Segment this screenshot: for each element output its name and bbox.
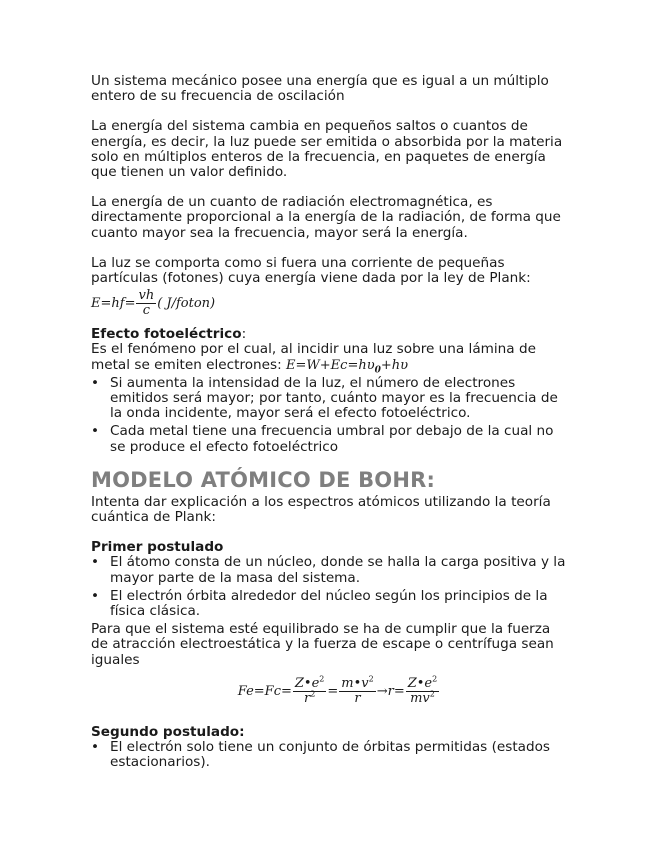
section-title-bohr: MODELO ATÓMICO DE BOHR: <box>91 467 436 492</box>
formula-plank <box>91 286 571 320</box>
photoelectric-heading: Efecto fotoeléctrico <box>91 326 242 343</box>
photoelectric-intro <box>91 341 571 376</box>
formula-photoelectric <box>286 357 409 376</box>
bullet-glyph: • <box>91 423 100 440</box>
photoelectric-heading-colon: : <box>241 326 247 343</box>
formula-plank-fraction <box>136 289 156 318</box>
document-page <box>91 74 571 774</box>
formula-photoelectric-main: E=W+Ec=hυ <box>286 357 375 373</box>
list-item <box>91 740 571 770</box>
postulado1-after: Para que el sistema esté equilibrado se ha de cumplir que la fuerza de atracción electroestática y la fuerza de escape o centrífuga sean iguales <box>91 621 554 668</box>
bullet-glyph: • <box>91 374 100 391</box>
photoelectric-intro-text: Es el fenómeno por el cual, al incidir una luz sobre una lámina de metal se emiten electrones: <box>91 341 536 373</box>
formula-bohr <box>91 672 571 712</box>
list-item <box>91 376 571 422</box>
formula-plank-unit: ( J/foton) <box>157 295 216 311</box>
formula-bohr-f1-num-exp: 2 <box>319 675 325 685</box>
paragraph-energy-quanta: La energía del sistema cambia en pequeños saltos o cuantos de energía, es decir, la luz puede ser emitida o absorbida por la materia solo en múltiplos enteros de la frecuencia, en paquetes de energía que tienen un valor definido. <box>91 118 563 181</box>
formula-photoelectric-tail: +hυ <box>380 357 409 373</box>
formula-bohr-lhs: Fe=Fc= <box>237 684 292 700</box>
postulado1-heading: Primer postulado <box>91 539 224 556</box>
formula-plank-numerator: vh <box>138 287 155 303</box>
formula-plank-lhs: E=hf= <box>91 295 136 311</box>
paragraph-planck-hypothesis: Un sistema mecánico posee una energía que es igual a un múltiplo entero de su frecuencia de oscilación <box>91 73 549 105</box>
photoelectric-bullet-list <box>91 376 571 455</box>
postulado1-bullet-list <box>91 555 571 619</box>
list-item <box>91 555 571 585</box>
formula-bohr-f3-den-text: mv <box>410 691 430 707</box>
postulado2-heading: Segundo postulado: <box>91 723 245 740</box>
formula-bohr-f1-denominator <box>302 692 317 706</box>
formula-bohr-f2-num-exp: 2 <box>368 675 374 685</box>
formula-photoelectric-sub: 0 <box>374 365 381 376</box>
bullet-glyph: • <box>91 739 100 756</box>
formula-bohr-fraction-1 <box>293 677 327 706</box>
list-item-text: El electrón solo tiene un conjunto de órbitas permitidas (estados estacionarios). <box>110 739 551 771</box>
formula-bohr-f2-numerator <box>339 677 375 692</box>
formula-bohr-f3-num-exp: 2 <box>432 675 438 685</box>
formula-bohr-f1-den-text: r <box>303 691 311 707</box>
formula-bohr-f3-denominator <box>408 692 437 706</box>
paragraph-radiation-energy: La energía de un cuanto de radiación electromagnética, es directamente proporcional a la energía de la radiación, de forma que cuanto mayor sea la frecuencia, mayor será la energía. <box>91 194 561 241</box>
formula-bohr-fraction-2 <box>339 677 375 706</box>
formula-bohr-arrow: →r= <box>376 684 405 700</box>
formula-plank-denominator: c <box>142 302 150 318</box>
list-item-text: Cada metal tiene una frecuencia umbral por debajo de la cual no se produce el efecto fotoeléctrico <box>110 423 554 455</box>
formula-bohr-f1-den-exp: 2 <box>310 690 316 700</box>
formula-bohr-f3-den-exp: 2 <box>429 690 435 700</box>
bullet-glyph: • <box>91 554 100 571</box>
formula-bohr-fraction-3 <box>406 677 440 706</box>
list-item-text: El átomo consta de un núcleo, donde se halla la carga positiva y la mayor parte de la masa del sistema. <box>110 554 566 586</box>
formula-bohr-f1-num-text: Z•e <box>294 676 320 692</box>
formula-bohr-f3-num-text: Z•e <box>407 676 433 692</box>
list-item <box>91 589 571 619</box>
formula-bohr-equals: = <box>327 684 339 700</box>
list-item <box>91 424 571 454</box>
bullet-glyph: • <box>91 587 100 604</box>
formula-bohr-f2-denominator: r <box>354 691 361 707</box>
list-item-text: Si aumenta la intensidad de la luz, el número de electrones emitidos será mayor; por tanto, cuánto mayor es la frecuencia de la onda incidente, mayor será el efecto fotoeléctrico. <box>110 374 558 422</box>
photoelectric-heading-line <box>91 327 571 342</box>
postulado2-bullet-list <box>91 740 571 770</box>
formula-bohr-f2-num-text: m•v <box>341 676 369 692</box>
paragraph-photons: La luz se comporta como si fuera una corriente de pequeñas partículas (fotones) cuya energía viene dada por la ley de Plank: <box>91 254 531 287</box>
bohr-intro: Intenta dar explicación a los espectros atómicos utilizando la teoría cuántica de Plank: <box>91 493 551 526</box>
list-item-text: El electrón órbita alrededor del núcleo según los principios de la física clásica. <box>110 587 548 620</box>
